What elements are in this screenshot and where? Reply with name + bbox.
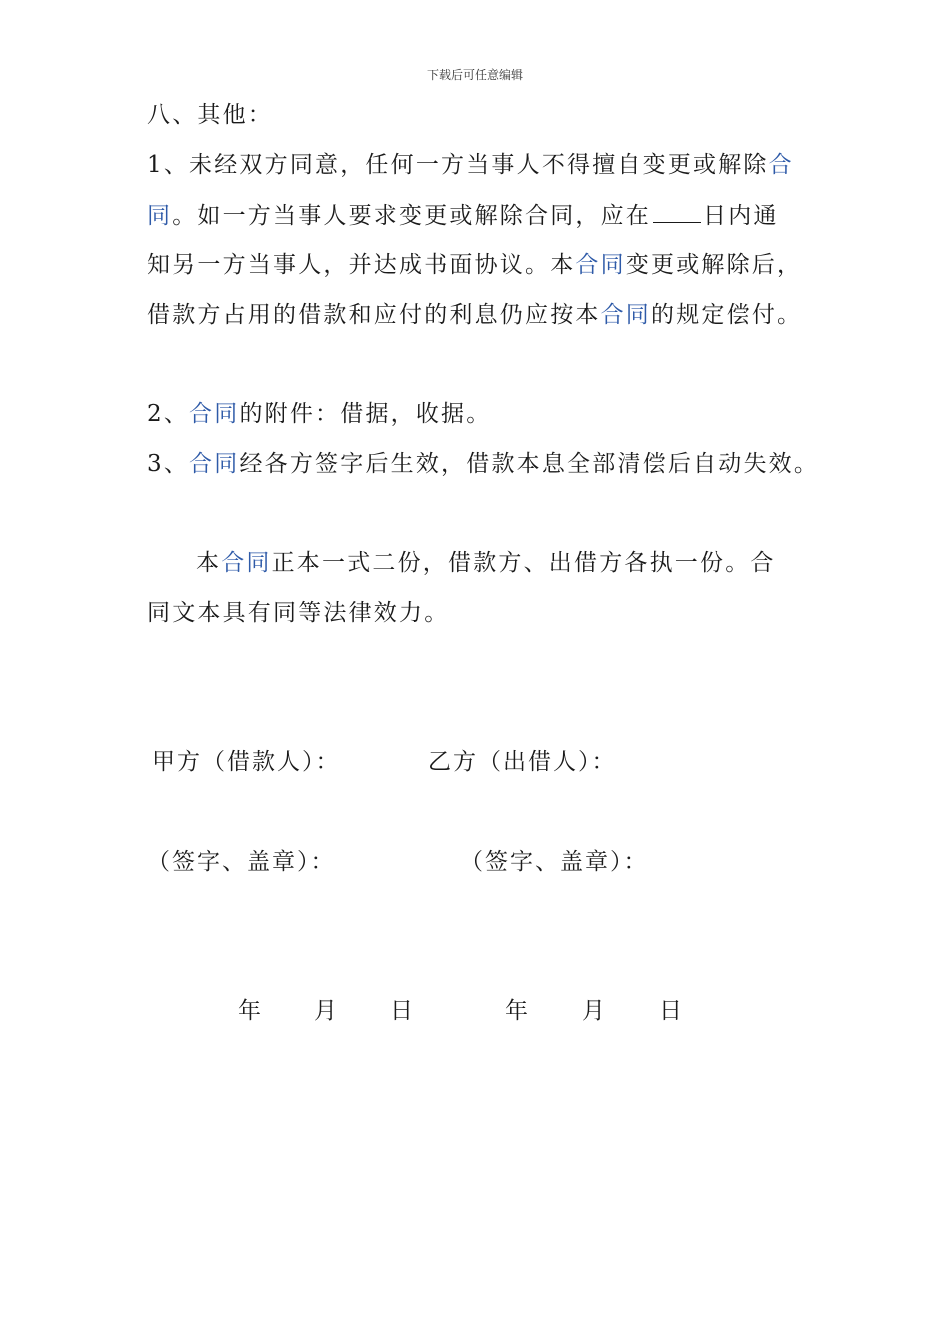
party-a-label: 甲方（借款人）： xyxy=(152,749,341,775)
party-b-label: 乙方（出借人）： xyxy=(428,749,617,775)
clause-1-line-4 xyxy=(147,304,802,327)
clause-1-text: 变更或解除后， xyxy=(625,252,803,278)
contract-link[interactable]: 合同 xyxy=(189,451,240,477)
contract-link[interactable]: 合同 xyxy=(189,401,240,427)
contract-link[interactable]: 合 xyxy=(768,152,794,178)
section-title: 八、其他： xyxy=(147,102,273,128)
clause-1-line-2 xyxy=(147,204,779,228)
party-a-day-label: 日 xyxy=(390,998,415,1024)
days-blank-field[interactable] xyxy=(653,204,701,223)
clause-1-line-3 xyxy=(147,254,802,277)
clause-3-number: 3、 xyxy=(147,451,190,477)
party-a-month-label: 月 xyxy=(314,998,339,1024)
closing-text: 正本一式二份，借款方、出借方各执一份。合 xyxy=(271,550,776,576)
clause-3-text: 经各方签字后生效，借款本息全部清偿后自动失效。 xyxy=(239,451,820,477)
party-b-month-label: 月 xyxy=(582,998,607,1024)
contract-link[interactable]: 合同 xyxy=(600,302,652,328)
clause-2 xyxy=(147,403,491,426)
clause-1-text: 1、未经双方同意，任何一方当事人不得擅自变更或解除 xyxy=(147,152,769,178)
clause-2-text: 的附件：借据，收据。 xyxy=(239,401,492,427)
page-header-note: 下载后可任意编辑 xyxy=(426,68,523,82)
clause-1-text: 。如一方当事人要求变更或解除合同，应在 xyxy=(172,203,652,229)
clause-2-number: 2、 xyxy=(147,401,190,427)
party-b-day-label: 日 xyxy=(659,998,684,1024)
closing-line-2: 同文本具有同等法律效力。 xyxy=(147,600,450,626)
closing-text: 本 xyxy=(196,550,222,576)
closing-line-1 xyxy=(196,552,776,575)
clause-1-line-1 xyxy=(147,154,794,177)
contract-link[interactable]: 同 xyxy=(147,203,173,229)
party-a-sign-label: （签字、盖章）： xyxy=(147,849,336,875)
clause-1-text: 借款方占用的借款和应付的利息仍应按本 xyxy=(147,302,601,328)
party-b-sign-label: （签字、盖章）： xyxy=(460,849,649,875)
contract-link[interactable]: 合同 xyxy=(221,550,272,576)
clause-1-text: 的规定偿付。 xyxy=(651,302,803,328)
party-b-year-label: 年 xyxy=(505,998,530,1024)
contract-link[interactable]: 合同 xyxy=(575,252,626,278)
clause-1-text: 知另一方当事人，并达成书面协议。本 xyxy=(147,252,576,278)
clause-1-text: 日内通 xyxy=(703,203,779,229)
clause-3 xyxy=(147,453,819,476)
party-a-year-label: 年 xyxy=(238,998,263,1024)
